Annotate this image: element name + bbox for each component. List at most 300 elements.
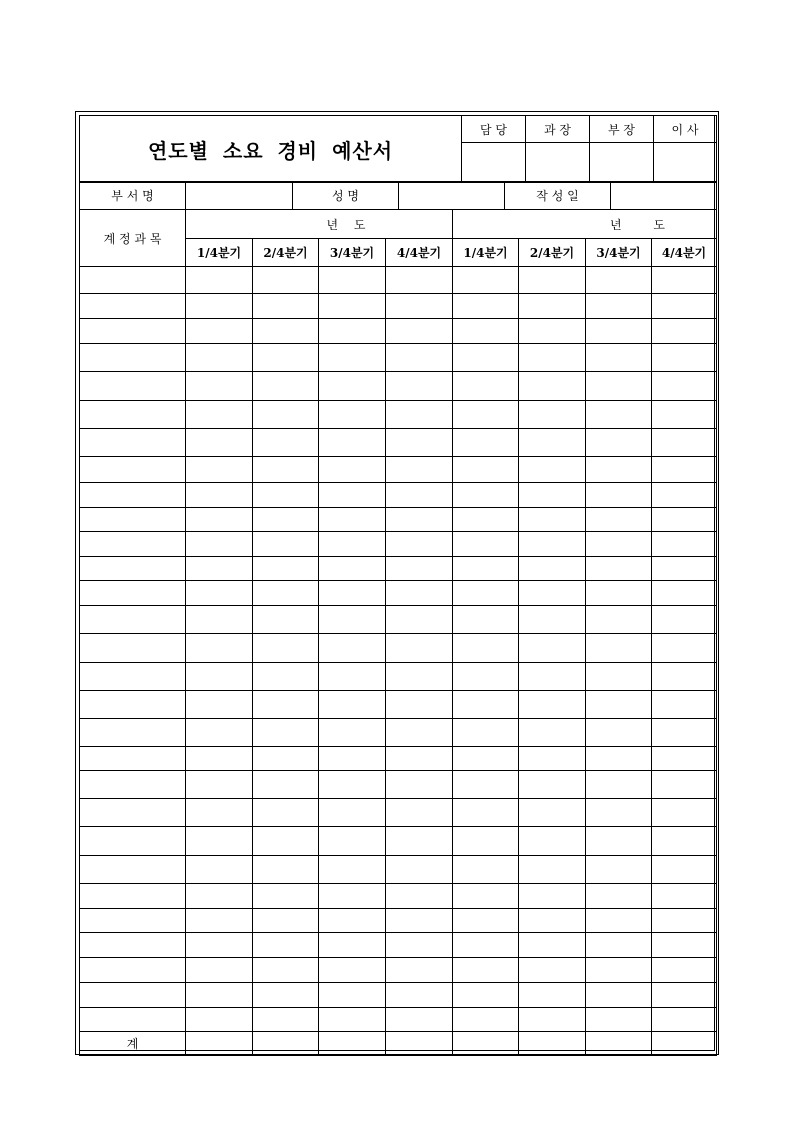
table-row <box>80 557 717 581</box>
amount-cell[interactable] <box>519 799 586 827</box>
amount-cell[interactable] <box>319 267 386 294</box>
amount-cell[interactable] <box>519 372 586 401</box>
amount-cell[interactable] <box>253 799 319 827</box>
amount-cell[interactable] <box>319 771 386 799</box>
amount-cell[interactable] <box>253 532 319 557</box>
amount-cell[interactable] <box>519 429 586 457</box>
amount-cell[interactable] <box>319 1008 386 1032</box>
amount-cell[interactable] <box>519 856 586 884</box>
amount-cell[interactable] <box>386 344 453 372</box>
header-table <box>79 115 717 183</box>
amount-cell[interactable] <box>253 372 319 401</box>
amount-cell[interactable] <box>453 429 519 457</box>
amount-cell[interactable] <box>253 663 319 691</box>
total-cell[interactable] <box>186 1032 253 1056</box>
amount-cell[interactable] <box>652 933 717 958</box>
account-cell[interactable] <box>80 372 186 401</box>
amount-cell[interactable] <box>586 663 652 691</box>
amount-cell[interactable] <box>519 663 586 691</box>
amount-cell[interactable] <box>253 429 319 457</box>
amount-cell[interactable] <box>186 884 253 909</box>
amount-cell[interactable] <box>453 884 519 909</box>
amount-cell[interactable] <box>586 827 652 856</box>
amount-cell[interactable] <box>386 319 453 344</box>
amount-cell[interactable] <box>519 771 586 799</box>
account-cell[interactable] <box>80 606 186 634</box>
amount-cell[interactable] <box>586 909 652 933</box>
approval-sign-director[interactable] <box>654 143 717 183</box>
account-cell[interactable] <box>80 294 186 319</box>
info-table <box>79 181 717 210</box>
amount-cell[interactable] <box>319 663 386 691</box>
amount-cell[interactable] <box>652 483 717 508</box>
amount-cell[interactable] <box>652 771 717 799</box>
amount-cell[interactable] <box>652 429 717 457</box>
amount-cell[interactable] <box>386 1008 453 1032</box>
amount-cell[interactable] <box>586 267 652 294</box>
amount-cell[interactable] <box>319 606 386 634</box>
amount-cell[interactable] <box>253 884 319 909</box>
amount-cell[interactable] <box>586 557 652 581</box>
amount-cell[interactable] <box>253 581 319 606</box>
amount-cell[interactable] <box>386 909 453 933</box>
table-row <box>80 457 717 483</box>
amount-cell[interactable] <box>652 909 717 933</box>
amount-cell[interactable] <box>186 372 253 401</box>
amount-cell[interactable] <box>586 747 652 771</box>
amount-cell[interactable] <box>253 457 319 483</box>
amount-cell[interactable] <box>586 401 652 429</box>
amount-cell[interactable] <box>652 319 717 344</box>
amount-cell[interactable] <box>186 663 253 691</box>
approval-sign-staff[interactable] <box>462 143 526 183</box>
amount-cell[interactable] <box>253 933 319 958</box>
amount-cell[interactable] <box>253 771 319 799</box>
total-cell[interactable] <box>586 1032 652 1056</box>
amount-cell[interactable] <box>186 719 253 747</box>
amount-cell[interactable] <box>253 634 319 663</box>
amount-cell[interactable] <box>386 508 453 532</box>
amount-cell[interactable] <box>386 457 453 483</box>
amount-cell[interactable] <box>186 401 253 429</box>
amount-cell[interactable] <box>453 372 519 401</box>
amount-cell[interactable] <box>386 747 453 771</box>
amount-cell[interactable] <box>453 606 519 634</box>
amount-cell[interactable] <box>386 429 453 457</box>
amount-cell[interactable] <box>386 634 453 663</box>
approval-sign-department-head[interactable] <box>590 143 654 183</box>
amount-cell[interactable] <box>186 508 253 532</box>
amount-cell[interactable] <box>519 532 586 557</box>
amount-cell[interactable] <box>453 799 519 827</box>
amount-cell[interactable] <box>386 856 453 884</box>
amount-cell[interactable] <box>652 884 717 909</box>
amount-cell[interactable] <box>386 606 453 634</box>
quarter-header: 1/4분기 <box>453 239 519 267</box>
amount-cell[interactable] <box>319 581 386 606</box>
amount-cell[interactable] <box>386 663 453 691</box>
amount-cell[interactable] <box>386 933 453 958</box>
amount-cell[interactable] <box>253 508 319 532</box>
amount-cell[interactable] <box>319 344 386 372</box>
amount-cell[interactable] <box>519 581 586 606</box>
amount-cell[interactable] <box>519 557 586 581</box>
account-cell[interactable] <box>80 958 186 983</box>
amount-cell[interactable] <box>519 983 586 1008</box>
table-row <box>80 884 717 909</box>
amount-cell[interactable] <box>319 294 386 319</box>
amount-cell[interactable] <box>186 344 253 372</box>
account-cell[interactable] <box>80 719 186 747</box>
table-row <box>80 909 717 933</box>
amount-cell[interactable] <box>652 958 717 983</box>
amount-cell[interactable] <box>586 634 652 663</box>
amount-cell[interactable] <box>586 508 652 532</box>
amount-cell[interactable] <box>386 532 453 557</box>
account-cell[interactable] <box>80 771 186 799</box>
amount-cell[interactable] <box>652 719 717 747</box>
amount-cell[interactable] <box>186 532 253 557</box>
amount-cell[interactable] <box>652 372 717 401</box>
amount-cell[interactable] <box>652 799 717 827</box>
amount-cell[interactable] <box>319 747 386 771</box>
amount-cell[interactable] <box>319 933 386 958</box>
amount-cell[interactable] <box>319 508 386 532</box>
account-cell[interactable] <box>80 581 186 606</box>
amount-cell[interactable] <box>586 319 652 344</box>
amount-cell[interactable] <box>319 557 386 581</box>
amount-cell[interactable] <box>253 719 319 747</box>
amount-cell[interactable] <box>586 771 652 799</box>
amount-cell[interactable] <box>586 691 652 719</box>
amount-cell[interactable] <box>186 634 253 663</box>
account-cell[interactable] <box>80 909 186 933</box>
amount-cell[interactable] <box>519 294 586 319</box>
amount-cell[interactable] <box>652 401 717 429</box>
amount-cell[interactable] <box>253 606 319 634</box>
amount-cell[interactable] <box>186 691 253 719</box>
account-cell[interactable] <box>80 747 186 771</box>
amount-cell[interactable] <box>453 983 519 1008</box>
year-header-second <box>453 210 717 239</box>
amount-cell[interactable] <box>453 719 519 747</box>
account-cell[interactable] <box>80 1008 186 1032</box>
amount-cell[interactable] <box>319 909 386 933</box>
amount-cell[interactable] <box>253 691 319 719</box>
amount-cell[interactable] <box>652 267 717 294</box>
total-cell[interactable] <box>386 1032 453 1056</box>
account-cell[interactable] <box>80 483 186 508</box>
amount-cell[interactable] <box>186 856 253 884</box>
amount-cell[interactable] <box>586 799 652 827</box>
total-cell[interactable] <box>519 1032 586 1056</box>
amount-cell[interactable] <box>186 319 253 344</box>
account-cell[interactable] <box>80 983 186 1008</box>
amount-cell[interactable] <box>519 958 586 983</box>
amount-cell[interactable] <box>652 856 717 884</box>
account-cell[interactable] <box>80 508 186 532</box>
amount-cell[interactable] <box>319 856 386 884</box>
amount-cell[interactable] <box>386 267 453 294</box>
amount-cell[interactable] <box>386 719 453 747</box>
account-cell[interactable] <box>80 457 186 483</box>
amount-cell[interactable] <box>386 958 453 983</box>
amount-cell[interactable] <box>253 983 319 1008</box>
amount-cell[interactable] <box>453 581 519 606</box>
amount-cell[interactable] <box>319 429 386 457</box>
amount-cell[interactable] <box>652 634 717 663</box>
amount-cell[interactable] <box>652 457 717 483</box>
amount-cell[interactable] <box>519 508 586 532</box>
year-label-first: 년 도 <box>326 217 372 232</box>
total-cell[interactable] <box>453 1032 519 1056</box>
amount-cell[interactable] <box>519 884 586 909</box>
amount-cell[interactable] <box>186 747 253 771</box>
amount-cell[interactable] <box>319 958 386 983</box>
amount-cell[interactable] <box>319 827 386 856</box>
amount-cell[interactable] <box>453 771 519 799</box>
name-field[interactable] <box>399 182 505 210</box>
amount-cell[interactable] <box>519 401 586 429</box>
total-cell[interactable] <box>319 1032 386 1056</box>
amount-cell[interactable] <box>186 457 253 483</box>
amount-cell[interactable] <box>186 909 253 933</box>
amount-cell[interactable] <box>586 532 652 557</box>
amount-cell[interactable] <box>386 691 453 719</box>
amount-cell[interactable] <box>453 691 519 719</box>
amount-cell[interactable] <box>453 532 519 557</box>
table-row <box>80 319 717 344</box>
table-row <box>80 581 717 606</box>
account-cell[interactable] <box>80 691 186 719</box>
amount-cell[interactable] <box>253 319 319 344</box>
amount-cell[interactable] <box>652 532 717 557</box>
quarter-header: 4/4분기 <box>652 239 717 267</box>
quarter-header: 2/4분기 <box>519 239 586 267</box>
amount-cell[interactable] <box>453 401 519 429</box>
amount-cell[interactable] <box>652 344 717 372</box>
amount-cell[interactable] <box>186 294 253 319</box>
account-cell[interactable] <box>80 933 186 958</box>
amount-cell[interactable] <box>386 983 453 1008</box>
amount-cell[interactable] <box>453 663 519 691</box>
amount-cell[interactable] <box>186 557 253 581</box>
amount-cell[interactable] <box>319 483 386 508</box>
amount-cell[interactable] <box>586 856 652 884</box>
amount-cell[interactable] <box>453 958 519 983</box>
amount-cell[interactable] <box>652 294 717 319</box>
amount-cell[interactable] <box>453 933 519 958</box>
amount-cell[interactable] <box>453 747 519 771</box>
amount-cell[interactable] <box>386 401 453 429</box>
amount-cell[interactable] <box>586 457 652 483</box>
amount-cell[interactable] <box>319 372 386 401</box>
amount-cell[interactable] <box>519 634 586 663</box>
amount-cell[interactable] <box>453 294 519 319</box>
amount-cell[interactable] <box>319 319 386 344</box>
amount-cell[interactable] <box>386 372 453 401</box>
amount-cell[interactable] <box>586 1008 652 1032</box>
amount-cell[interactable] <box>453 319 519 344</box>
amount-cell[interactable] <box>253 1008 319 1032</box>
table-row <box>80 856 717 884</box>
amount-cell[interactable] <box>253 401 319 429</box>
account-cell[interactable] <box>80 884 186 909</box>
account-cell[interactable] <box>80 799 186 827</box>
account-cell[interactable] <box>80 267 186 294</box>
date-field[interactable] <box>611 182 717 210</box>
amount-cell[interactable] <box>586 958 652 983</box>
amount-cell[interactable] <box>453 634 519 663</box>
amount-cell[interactable] <box>586 581 652 606</box>
amount-cell[interactable] <box>453 267 519 294</box>
amount-cell[interactable] <box>253 827 319 856</box>
amount-cell[interactable] <box>586 344 652 372</box>
amount-cell[interactable] <box>519 827 586 856</box>
amount-cell[interactable] <box>319 401 386 429</box>
amount-cell[interactable] <box>519 691 586 719</box>
amount-cell[interactable] <box>253 557 319 581</box>
amount-cell[interactable] <box>652 827 717 856</box>
amount-cell[interactable] <box>453 827 519 856</box>
account-cell[interactable] <box>80 663 186 691</box>
amount-cell[interactable] <box>586 294 652 319</box>
approval-header-department-head: 부 장 <box>590 116 654 143</box>
account-cell[interactable] <box>80 557 186 581</box>
account-cell[interactable] <box>80 319 186 344</box>
amount-cell[interactable] <box>386 827 453 856</box>
amount-cell[interactable] <box>386 771 453 799</box>
amount-cell[interactable] <box>253 267 319 294</box>
amount-cell[interactable] <box>319 457 386 483</box>
amount-cell[interactable] <box>652 983 717 1008</box>
document-title: 연도별 소요 경비 예산서 <box>80 116 462 183</box>
amount-cell[interactable] <box>652 508 717 532</box>
amount-cell[interactable] <box>186 799 253 827</box>
amount-cell[interactable] <box>586 933 652 958</box>
amount-cell[interactable] <box>519 606 586 634</box>
amount-cell[interactable] <box>319 799 386 827</box>
amount-cell[interactable] <box>652 606 717 634</box>
amount-cell[interactable] <box>586 719 652 747</box>
amount-cell[interactable] <box>253 909 319 933</box>
amount-cell[interactable] <box>519 909 586 933</box>
amount-cell[interactable] <box>386 557 453 581</box>
amount-cell[interactable] <box>519 933 586 958</box>
table-row <box>80 663 717 691</box>
account-cell[interactable] <box>80 827 186 856</box>
amount-cell[interactable] <box>253 856 319 884</box>
amount-cell[interactable] <box>519 483 586 508</box>
amount-cell[interactable] <box>319 532 386 557</box>
amount-cell[interactable] <box>186 827 253 856</box>
total-cell[interactable] <box>652 1032 717 1056</box>
amount-cell[interactable] <box>586 884 652 909</box>
amount-cell[interactable] <box>453 457 519 483</box>
amount-cell[interactable] <box>519 747 586 771</box>
account-cell[interactable] <box>80 856 186 884</box>
quarter-header: 2/4분기 <box>253 239 319 267</box>
amount-cell[interactable] <box>519 319 586 344</box>
amount-cell[interactable] <box>386 483 453 508</box>
table-row <box>80 267 717 294</box>
amount-cell[interactable] <box>186 771 253 799</box>
amount-cell[interactable] <box>453 1008 519 1032</box>
amount-cell[interactable] <box>519 1008 586 1032</box>
approval-sign-section-chief[interactable] <box>526 143 590 183</box>
amount-cell[interactable] <box>319 691 386 719</box>
amount-cell[interactable] <box>186 483 253 508</box>
amount-cell[interactable] <box>386 581 453 606</box>
amount-cell[interactable] <box>586 606 652 634</box>
amount-cell[interactable] <box>386 799 453 827</box>
amount-cell[interactable] <box>186 429 253 457</box>
amount-cell[interactable] <box>519 457 586 483</box>
amount-cell[interactable] <box>519 719 586 747</box>
amount-cell[interactable] <box>186 983 253 1008</box>
amount-cell[interactable] <box>652 581 717 606</box>
approval-header-director: 이 사 <box>654 116 717 143</box>
amount-cell[interactable] <box>652 691 717 719</box>
amount-cell[interactable] <box>186 606 253 634</box>
amount-cell[interactable] <box>586 429 652 457</box>
amount-cell[interactable] <box>453 856 519 884</box>
department-field[interactable] <box>186 182 293 210</box>
amount-cell[interactable] <box>453 344 519 372</box>
amount-cell[interactable] <box>652 1008 717 1032</box>
account-cell[interactable] <box>80 532 186 557</box>
amount-cell[interactable] <box>253 344 319 372</box>
amount-cell[interactable] <box>453 508 519 532</box>
amount-cell[interactable] <box>186 581 253 606</box>
amount-cell[interactable] <box>253 483 319 508</box>
amount-cell[interactable] <box>453 557 519 581</box>
budget-table <box>79 209 717 1056</box>
total-cell[interactable] <box>253 1032 319 1056</box>
amount-cell[interactable] <box>586 483 652 508</box>
amount-cell[interactable] <box>453 483 519 508</box>
amount-cell[interactable] <box>186 1008 253 1032</box>
amount-cell[interactable] <box>652 747 717 771</box>
account-cell[interactable] <box>80 429 186 457</box>
amount-cell[interactable] <box>319 719 386 747</box>
amount-cell[interactable] <box>586 983 652 1008</box>
amount-cell[interactable] <box>186 958 253 983</box>
amount-cell[interactable] <box>519 344 586 372</box>
amount-cell[interactable] <box>519 267 586 294</box>
amount-cell[interactable] <box>386 294 453 319</box>
amount-cell[interactable] <box>319 634 386 663</box>
amount-cell[interactable] <box>386 884 453 909</box>
amount-cell[interactable] <box>319 983 386 1008</box>
amount-cell[interactable] <box>319 884 386 909</box>
amount-cell[interactable] <box>652 663 717 691</box>
amount-cell[interactable] <box>453 909 519 933</box>
table-row <box>80 691 717 719</box>
amount-cell[interactable] <box>652 557 717 581</box>
amount-cell[interactable] <box>186 933 253 958</box>
account-cell[interactable] <box>80 344 186 372</box>
amount-cell[interactable] <box>586 372 652 401</box>
amount-cell[interactable] <box>253 958 319 983</box>
amount-cell[interactable] <box>253 294 319 319</box>
amount-cell[interactable] <box>253 747 319 771</box>
quarter-header: 3/4분기 <box>319 239 386 267</box>
account-cell[interactable] <box>80 401 186 429</box>
table-row <box>80 606 717 634</box>
account-cell[interactable] <box>80 634 186 663</box>
amount-cell[interactable] <box>186 267 253 294</box>
